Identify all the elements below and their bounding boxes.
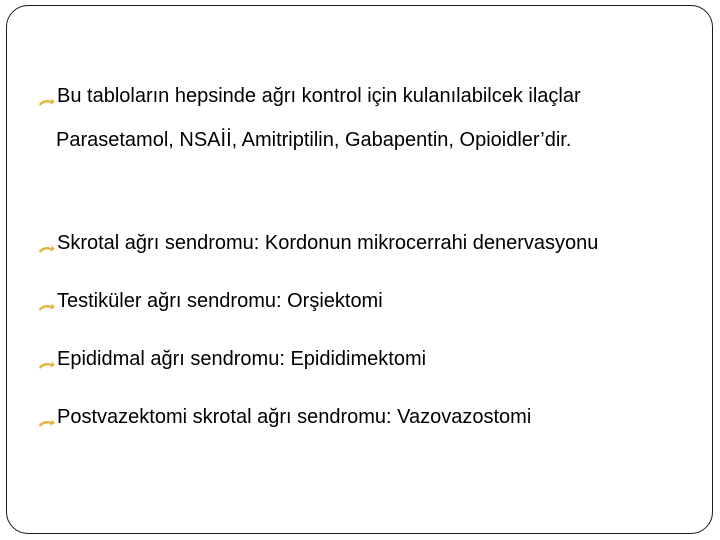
curved-arrow-bullet-icon [38, 411, 56, 423]
bullet-text-1: Bu tabloların hepsinde ağrı kontrol için kulanılabilcek ilaçlar [57, 85, 581, 107]
bullet-text-5: Postvazektomi skrotal ağrı sendromu: Vazovazostomi [57, 406, 532, 428]
bullet-item-1 [38, 84, 581, 108]
curved-arrow-bullet-icon [38, 237, 56, 249]
curved-arrow-bullet-icon [38, 90, 56, 102]
bullet-continuation-1: Parasetamol, NSAİİ, Amitriptilin, Gabapentin, Opioidler’dir. [56, 129, 572, 151]
curved-arrow-bullet-icon [38, 353, 56, 365]
bullet-text-3: Testiküler ağrı sendromu: Orşiektomi [57, 290, 383, 312]
bullet-text-4: Epididmal ağrı sendromu: Epididimektomi [57, 348, 427, 370]
curved-arrow-bullet-icon [38, 295, 56, 307]
bullet-item-4 [38, 347, 426, 371]
bullet-item-3 [38, 289, 383, 313]
bullet-item-2 [38, 231, 598, 255]
bullet-text-2: Skrotal ağrı sendromu: Kordonun mikrocerrahi denervasyonu [57, 232, 599, 254]
bullet-item-5 [38, 405, 531, 429]
